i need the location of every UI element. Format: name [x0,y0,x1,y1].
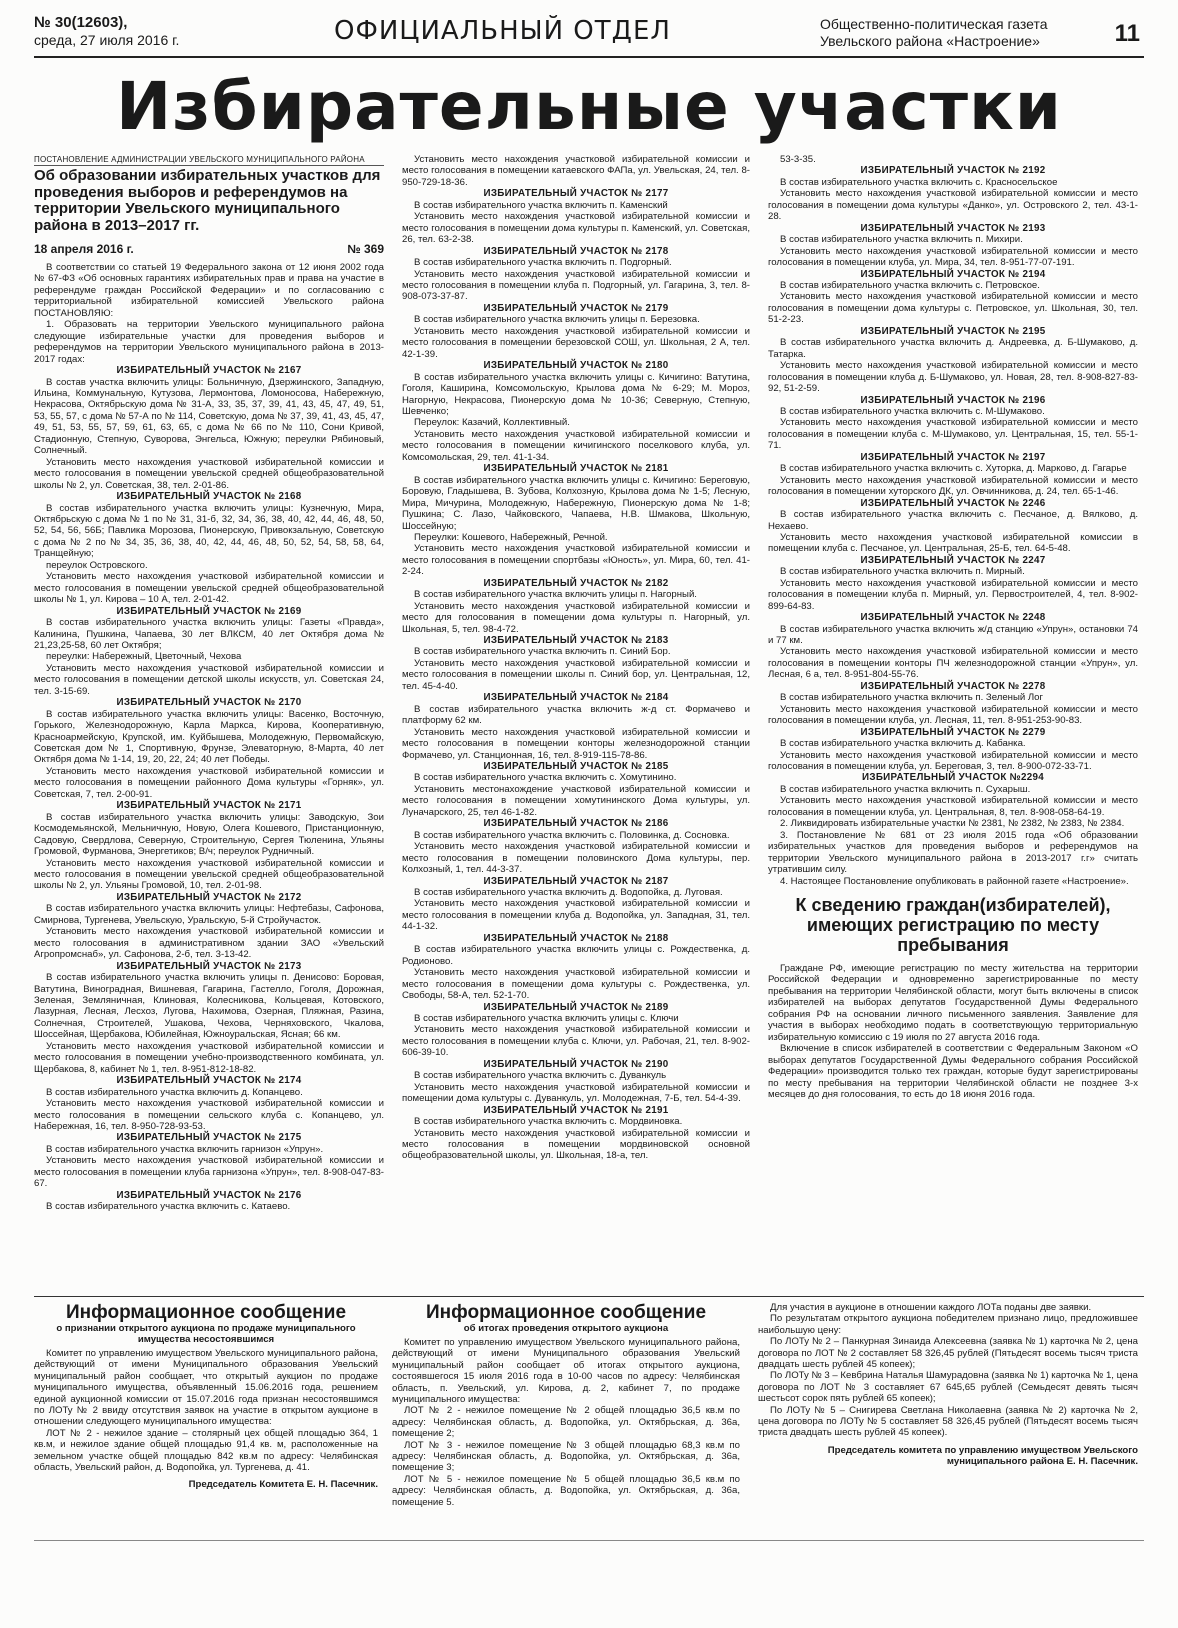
decree-paragraph: Установить место нахождения участковой избирательной комиссии и место голосования в помещении учебно-производственного комбината, ул. Щербакова, 8, кабинет № 1, тел. 8-951-812-18-82. [34,1040,384,1075]
decree-paragraph: Установить место нахождения участковой избирательной комиссии и место голосования в помещении клуба, ул. Лесная, 11, тел. 8-951-253-90-83. [768,703,1138,727]
polling-station-heading: ИЗБИРАТЕЛЬНЫЙ УЧАСТОК № 2170 [116,697,302,709]
decree-paragraph: Установить место нахождения участковой избирательной комиссии и место голосования в помещении дома культуры п. Каменский, ул. Советская, 26, тел. 63-2-38. [402,211,750,246]
polling-station-heading: ИЗБИРАТЕЛЬНЫЙ УЧАСТОК № 2185 [483,761,669,773]
decree-paragraph: Установить место нахождения участковой избирательной комиссии и место голосования в помещении клуба д. Б-Шумаково, ул. Новая, 28, тел. 8-908-827-83-92, 51-2-59. [768,360,1138,395]
polling-station-heading: ИЗБИРАТЕЛЬНЫЙ УЧАСТОК № 2246 [860,497,1046,509]
page-end-rule [34,1540,1144,1541]
decree-paragraph: Переулок: Казачий, Коллективный. [414,417,570,429]
info1-title: Информационное сообщение [65,1302,347,1323]
info2-title: Информационное сообщение [425,1302,707,1323]
decree-paragraph: В состав избирательного участка включить д. Водопойка, д. Луговая. [414,887,723,898]
info2-signature: Председатель комитета по управлению имуществом Увельского муниципального района Е. Н. Пасечник. [827,1444,1138,1468]
decree-paragraph: 53-3-35. [780,154,816,165]
column-3 [768,154,1138,1282]
decree-paragraph: Установить место нахождения участковой избирательной комиссии и место голосования в помещении клуба гарнизона «Упрун», тел. 8-908-047-83-67. [34,1155,384,1190]
decree-paragraph: В состав избирательного участка включить с. Петровское. [780,279,1040,291]
decree-paragraph: В состав избирательного участка включить улицы: Васенко, Восточную, Горького, Железнодорожную, Карла Маркса, Кирова, Кооперативную, Красноармейскую, Крупской, им. Куйбышева, Молодежную, Первомайскую, Советская дом № 1, Спортивную, Фрунзе, Элеваторную, 8-Марта, 40 лет Октября дома № 1-14, 19, 20, 22, 24; 40 лет Победы. [34,708,384,766]
polling-station-heading: ИЗБИРАТЕЛЬНЫЙ УЧАСТОК № 2194 [860,268,1046,280]
info-message-auction-results [392,1302,740,1524]
decree-paragraph: Установить место нахождения участковой избирательной комиссии и место голосования в помещении спортбазы «Юность», ул. Мира, 60, тел. 41-2-24. [402,543,750,578]
decree-paragraph: В состав избирательного участка включить п. Мирный. [780,566,1025,578]
column-2-body [402,154,750,1162]
decree-paragraph: В состав избирательного участка включить улицы п. Березовка. [414,314,700,326]
decree-paragraph: В состав избирательного участка включить п. Зеленый Лог [780,692,1044,704]
decree-paragraph: 4. Настоящее Постановление опубликовать в районной газете «Настроение». [780,875,1129,887]
notice-paragraph: Включение в список избирателей в соответствии с Федеральным Законом «О выборах депутатов Государственной Думы Федерального собрания Российской Федерации» производится только тех граждан, которые будут зарегистрированы по месту пребывания на территории Челябинской области не позднее 3-х месяцев до дня голосования, то есть до 18 июня 2016 года. [768,1043,1138,1100]
polling-station-heading: ИЗБИРАТЕЛЬНЫЙ УЧАСТОК № 2197 [860,451,1046,463]
polling-station-heading: ИЗБИРАТЕЛЬНЫЙ УЧАСТОК № 2177 [483,188,669,200]
decree-paragraph: Установить место нахождения участковой избирательной комиссии и место голосования в помещении катаевского ФАПа, ул. Увельская, 24, тел. 8-950-729-18-36. [402,154,750,188]
decree-paragraph: В состав избирательного участка включить с. Красносельское [780,176,1058,188]
polling-station-heading: ИЗБИРАТЕЛЬНЫЙ УЧАСТОК № 2183 [483,635,669,647]
polling-station-heading: ИЗБИРАТЕЛЬНЫЙ УЧАСТОК № 2196 [860,394,1046,406]
decree-paragraph: В состав избирательного участка включить п. Михири. [780,234,1023,246]
polling-station-heading: ИЗБИРАТЕЛЬНЫЙ УЧАСТОК № 2190 [483,1058,669,1070]
info2-paragraph: Для участия в аукционе в отношении каждого ЛОТа поданы две заявки. [770,1302,1092,1313]
decree-paragraph: Установить место нахождения участковой избирательной комиссии и место голосования в помещении клуба, ул. Центральная, 8, тел. 8-908-058-64-19. [768,795,1138,818]
decree-paragraph: В состав избирательного участка включить улицы с. Кичигино: Ватутина, Гоголя, Каширина, Комсомольскую, Крылова дома № 6-29; М. Мороз, Нагорную, Некрасова, Пионерскую дома № 10-36; Северную, Степную, Шевченко; [402,371,750,417]
polling-station-heading: ИЗБИРАТЕЛЬНЫЙ УЧАСТОК № 2168 [116,491,302,503]
section-title: ОФИЦИАЛЬНЫЙ ОТДЕЛ [334,16,671,46]
polling-station-heading: ИЗБИРАТЕЛЬНЫЙ УЧАСТОК № 2174 [116,1075,302,1087]
decree-paragraph: 1. Образовать на территории Увельского муниципального района следующие избирательные участки для проведения выборов и референдумов на территории Увельского муниципального района в 2013-2017 годах: [34,319,384,365]
decree-paragraph: В состав избирательного участка включить с. Мордвиновка. [414,1116,683,1128]
decree-paragraph: Установить место нахождения участковой избирательной комиссии и место голосования в помещении районного Дома культуры «Горняк», ул. Советская, 7, тел. 2-00-91. [34,765,384,800]
decree-paragraph: Установить место нахождения участковой избирательной комиссии и место голосования в помещении клуба п. Мирный, ул. Первостроителей, 4, тел. 8-902-899-64-83. [768,577,1138,612]
decree-paragraph: Установить место нахождения участковой избирательной комиссии и место для голосования в помещении дома культуры п. Нагорный, ул. Школьная, 5, тел. 98-4-72. [402,600,750,635]
polling-station-heading: ИЗБИРАТЕЛЬНЫЙ УЧАСТОК № 2189 [483,1001,669,1013]
polling-station-heading: ИЗБИРАТЕЛЬНЫЙ УЧАСТОК № 2169 [116,605,302,617]
polling-station-heading: ИЗБИРАТЕЛЬНЫЙ УЧАСТОК № 2184 [483,692,669,704]
polling-station-heading: ИЗБИРАТЕЛЬНЫЙ УЧАСТОК № 2278 [860,680,1046,692]
decree-kicker: ПОСТАНОВЛЕНИЕ АДМИНИСТРАЦИИ УВЕЛЬСКОГО МУНИЦИПАЛЬНОГО РАЙОНА [34,154,384,166]
info2-lot: ЛОТ № 3 - нежилое помещение № 3 общей площадью 68,3 кв.м по адресу: Челябинская область, д. Водопойка, ул. Октябрьская, д. 36а, помещение 3; [392,1439,740,1474]
polling-station-heading: ИЗБИРАТЕЛЬНЫЙ УЧАСТОК № 2279 [860,726,1046,738]
notice-paragraph: Граждане РФ, имеющие регистрацию по месту жительства на территории Российской Федерации и одновременно зарегистрированные по месту пребывания на территории Челябинской области, могут быть включены в список избирателей на выборах депутатов Государственной Думы Федерального собрания РФ на основании личного письменного заявления. Заявление для участия в выборах необходимо подать в соответствующую территориальную избирательную комиссию с 19 июля по 27 августа 2016 года. [768,963,1138,1043]
decree-paragraph: 2. Ликвидировать избирательные участки № 2381, № 2382, № 2383, № 2384. [780,818,1125,830]
decree-paragraph: В состав избирательного участка включить улицы: Кузнечную, Мира, Октябрьскую с дома № 1 по № 31, 31-б, 32, 34, 36, 38, 40, 42, 44, 46, 48, 50, 52, 54, 56, 56Б; Павлика Морозова, Пионерскую, Привокзальную, Советскую с дома № 2 по № 34, 35, 36, 38, 40, 42, 44, 46, 48, 50, 52, 54, 58, 58, 64, Транщейную; [34,502,384,560]
info2-lot: ЛОТ № 2 - нежилое помещение № 2 общей площадью 36,5 кв.м по адресу: Челябинская область, д. Водопойка, ул. Октябрьская, д. 36а, помещение 2; [392,1405,740,1440]
paper-name-line2: Увельского района «Настроение» [820,33,1040,49]
decree-paragraph: В состав избирательного участка включить улицы п. Нагорный. [414,589,697,601]
polling-station-heading: ИЗБИРАТЕЛЬНЫЙ УЧАСТОК №2294 [862,772,1044,784]
polling-station-heading: ИЗБИРАТЕЛЬНЫЙ УЧАСТОК № 2179 [483,302,669,314]
decree-paragraph: В состав избирательного участка включить улицы с. Ключи [414,1012,679,1024]
decree-paragraph: В состав избирательного участка включить д. Кабанка. [780,738,1026,750]
polling-station-heading: ИЗБИРАТЕЛЬНЫЙ УЧАСТОК № 2187 [483,875,669,887]
polling-station-heading: ИЗБИРАТЕЛЬНЫЙ УЧАСТОК № 2193 [860,222,1046,234]
decree-paragraph: В состав избирательного участка включить с. М-Шумаково. [780,405,1045,417]
polling-station-heading: ИЗБИРАТЕЛЬНЫЙ УЧАСТОК № 2195 [860,325,1046,337]
polling-station-heading: ИЗБИРАТЕЛЬНЫЙ УЧАСТОК № 2181 [483,463,669,475]
decree-paragraph: Установить место нахождения участковой избирательной комиссии и место голосования в помещении сельского клуба с. Копанцево, ул. Набережная, 16, тел. 8-950-728-93-53. [34,1098,384,1132]
paper-name-line1: Общественно-политическая газета [820,16,1048,32]
polling-station-heading: ИЗБИРАТЕЛЬНЫЙ УЧАСТОК № 2180 [483,360,669,372]
column-1-body [34,262,384,1213]
polling-station-heading: ИЗБИРАТЕЛЬНЫЙ УЧАСТОК № 2188 [483,932,669,944]
decree-dateline [34,242,384,256]
decree-paragraph: В состав избирательного участка включить с. Катаево. [46,1201,291,1213]
info2-winner: По ЛОТу № 5 – Снигирева Светлана Николаевна (заявка № 2) карточка № 2, цена договора по ЛОТу № 5 составляет 58 326,45 рублей (Пятьдесят восемь тысяч триста двадцать шесть рублей 45 копеек). [758,1404,1138,1439]
info2-paragraph: Комитет по управлению имуществом Увельского муниципального района, действующий от имени Муниципального образования Увельский муниципальный район сообщает об итогах открытого аукциона, состоявшегося 15 июля 2016 года в 10-00 часов по адресу: Челябинская область, п. Увельский, ул. Кирова, д. 2, кабинет 7, по продаже муниципального имущества: [392,1337,740,1406]
polling-station-heading: ИЗБИРАТЕЛЬНЫЙ УЧАСТОК № 2171 [116,800,302,812]
column-2 [402,154,750,1294]
polling-station-heading: ИЗБИРАТЕЛЬНЫЙ УЧАСТОК № 2182 [483,577,669,589]
polling-station-heading: ИЗБИРАТЕЛЬНЫЙ УЧАСТОК № 2178 [483,245,669,257]
decree-paragraph: Установить местонахождение участковой избирательной комиссии и место голосования в помещении хомутининского Дома культуры, ул. Луначарского, 25, тел 46-1-82. [402,783,750,818]
decree-paragraph: В состав участка включить улицы: Больничную, Дзержинского, Западную, Ильина, Коммунальную, Кутузова, Лермонтова, Ломоносова, Набережную, Некрасова, Октябрьскую дома № 31-А, 33, 35, 37, 39, 41, 43, 45, 47, 49, 51, 53, 55, 57, с дома № 57-А по № 114, Советскую, дома № 37, 39, 41, 43, 45, 47, 49, 51, 53, 55, 57, 59, 61, 63, 65, с дома № 66 по № 110, Сони Кривой, Стадионную, Степную, Суворова, Энгельса, Южную; переулки Рябиновый, Солнечный. [34,376,384,457]
column-3-body [768,154,1138,887]
decree-paragraph: В состав избирательного участка включить ж/д станцию «Упрун», остановки 74 и 77 км. [768,623,1138,647]
decree-paragraph: переулки: Набережный, Цветочный, Чехова [46,651,242,663]
issue-date: среда, 27 июля 2016 г. [34,32,180,48]
page-headline: Избирательные участки [115,68,1063,145]
decree-paragraph: Установить место нахождения участковой избирательной комиссии и место голосования в помещении клуба с. Ключи, ул. Рабочая, 21, тел. 8-902-606-39-10. [402,1024,750,1059]
decree-paragraph: Установить место нахождения участковой избирательной комиссии и место голосования в помещении детской школы искусств, ул. Советская 24, тел. 3-15-69. [34,662,384,697]
info-message-auction-results-continued [758,1302,1138,1524]
polling-station-heading: ИЗБИРАТЕЛЬНЫЙ УЧАСТОК № 2248 [860,612,1046,624]
decree-paragraph: Установить место нахождения участковой избирательной комиссии и место голосования в помещении кичигинского поселкового клуба, ул. Комсомольская, 29, тел. 41-1-34. [402,428,750,463]
polling-station-heading: ИЗБИРАТЕЛЬНЫЙ УЧАСТОК № 2173 [116,960,302,972]
decree-paragraph: Установить место нахождения участковой избирательной комиссии и место голосования в помещении клуба д. Водопойка, ул. Западная, 31, тел. 44-1-32. [402,898,750,933]
info2-lot: ЛОТ № 5 - нежилое помещение № 5 общей площадью 36,5 кв.м по адресу: Челябинская область, д. Водопойка, ул. Октябрьская, д. 36а, помещение 5. [392,1473,740,1508]
decree-paragraph: В состав избирательного участка включить с. Хуторка, д. Марково, д. Гагарье [780,463,1127,475]
decree-date: 18 апреля 2016 г. [34,242,134,256]
decree-paragraph: В состав избирательного участка включить с. Половинка, д. Сосновка. [414,829,730,841]
decree-paragraph: В состав избирательного участка включить п. Подгорный. [414,257,672,269]
decree-paragraph: В состав избирательного участка включить улицы: Нефтебазы, Сафонова, Смирнова, Тургенева, Увельскую, Уральскую, 5-й Стройучасток. [34,903,384,926]
decree-paragraph: Установить место нахождения участковой избирательной комиссии и место голосования в помещении мордвиновской основной общеобразовательной школы, ул. Школьная, 18-а, тел. [402,1127,750,1162]
issue-number: № 30(12603), [34,14,128,31]
bottom-section-rule [34,1296,1144,1297]
decree-paragraph: В состав избирательного участка включить улицы п. Денисово: Боровая, Ватутина, Виноградная, Вишневая, Гагарина, Гастелло, Гоголя, Дорожная, Зеленая, Земляничная, Клиновая, Колесникова, Кольцевая, Котовского, Лазурная, Лесная, Лесхоз, Лугова, Нахимова, Озерная, Пляжная, Разина, Солнечная, Строителей, Ушакова, Чехова, Черняховского, Чкалова, Шоссейная, Щербакова, Юбилейная, Южноуральская, Ясная; 66 км. [34,972,384,1041]
page-number: 11 [1114,20,1140,47]
info-message-auction-failed [34,1302,378,1522]
decree-paragraph: В состав избирательного участка включить п. Сухарыш. [780,783,1031,795]
decree-paragraph: В соответствии со статьей 19 Федерального закона от 12 июня 2002 года № 67-ФЗ «Об основных гарантиях избирательных прав и права на участие в референдуме граждан Российской Федерации» и по согласованию с территориальной избирательной комиссией Увельского района ПОСТАНОВЛЯЮ: [34,262,384,319]
info2-paragraph: По результатам открытого аукциона победителем признано лицо, предложившее наибольшую цену: [758,1313,1138,1336]
decree-paragraph: В состав избирательного участка включить гарнизон «Упрун». [46,1143,324,1155]
decree-paragraph: В состав избирательного участка включить п. Каменский [414,199,668,211]
decree-paragraph: Установить место нахождения участковой избирательной комиссии и место голосования в помещении клуба, ул. Мира, 34, тел. 8-951-77-07-191. [768,245,1138,269]
decree-paragraph: В состав избирательного участка включить п. Синий Бор. [414,646,671,658]
polling-station-heading: ИЗБИРАТЕЛЬНЫЙ УЧАСТОК № 2192 [860,165,1046,177]
decree-paragraph: В состав избирательного участка включить улицы: Заводскую, Зои Космодемьянской, Мельничную, Новую, Олега Кошевого, Пристанционную, Садовую, Свердлова, Северную, Строительную, Сергея Тюленина, Ульяны Громовой, Фурманова, Энергетиков; В/ч; переулок Рудничный. [34,811,384,858]
column-1 [34,154,384,1294]
decree-paragraph: Установить место нахождения участковой избирательной комиссии в помещении клуба с. Песчаное, ул. Центральная, 25-Б, тел. 64-5-48. [768,531,1138,555]
decree-paragraph: Установить место нахождения участковой избирательной комиссии и место голосования в помещении увельской средней общеобразовательной школы № 1, ул. Кирова – 10 А, тел. 2-01-42. [34,571,384,606]
info1-paragraph: ЛОТ № 2 - нежилое здание – столярный цех общей площадью 364, 1 кв.м, и нежилое здание общей площадью 91,4 кв. м, расположенные на земельном участке общей площадью 842 кв.м по адресу: Челябинская область, Увельский район, д. Водопойка, ул. Тургенева, д. 41. [34,1427,378,1474]
decree-paragraph: Установить место нахождения участковой избирательной комиссии и место голосования в помещении дома культуры «Данко», ул. Островского 2, тел. 43-1-28. [768,188,1138,223]
polling-station-heading: ИЗБИРАТЕЛЬНЫЙ УЧАСТОК № 2186 [483,818,669,830]
decree-paragraph: В состав избирательного участка включить д. Копанцево. [46,1086,303,1098]
decree-paragraph: Установить место нахождения участковой избирательной комиссии и место голосования в помещении увельской средней общеобразовательной школы № 2, ул. Ульяны Громовой, 10, тел. 2-01-98. [34,857,384,892]
decree-paragraph: Установить место нахождения участковой избирательной комиссии и место голосования в помещении дома культуры с. Рождественка, ул. Свободы, 58-А, тел. 52-1-70. [402,967,750,1002]
decree-paragraph: Установить место нахождения участковой избирательной комиссии и место голосования в помещении березовской СОШ, ул. Школьная, 2 А, тел. 42-1-39. [402,325,750,360]
decree-paragraph: Установить место нахождения участковой избирательной комиссии и место голосования в помещении дома культуры с. Петровское, ул. Школьная, 30, тел. 51-2-23. [768,291,1138,326]
polling-station-heading: ИЗБИРАТЕЛЬНЫЙ УЧАСТОК № 2191 [483,1104,669,1116]
decree-paragraph: В состав избирательного участка включить с. Дуванкуль [414,1070,667,1082]
info2-winner: По ЛОТу № 3 – Кевбрина Наталья Шамурадовна (заявка № 1) карточка № 1, цена договора по ЛОТ № 3 составляет 67 645,65 рублей (Семьдесят девять тысяч шестьсот сорок пять рублей 65 копеек); [758,1370,1138,1405]
info2-subtitle: об итогах проведения открытого аукциона [463,1323,669,1334]
polling-station-heading: ИЗБИРАТЕЛЬНЫЙ УЧАСТОК № 2247 [860,554,1046,566]
decree-paragraph: Установить место нахождения участковой избирательной комиссии и место голосования в помещении конторы железнодорожной станции Формачево, ул. Станционная, 16, тел. 8-919-115-78-86. [402,726,750,761]
decree-title: Об образовании избирательных участков для проведения выборов и референдумов на территории Увельского муниципального района в 2013–2017 гг. [34,167,381,234]
decree-paragraph: В состав избирательного участка включить улицы с. Рождественка, д. Родионово. [402,944,750,967]
masthead-rule [34,56,1144,58]
notice-title: К сведению граждан(избирателей), имеющих регистрацию по месту пребывания [795,895,1111,955]
decree-paragraph: Установить место нахождения участковой избирательной комиссии и место голосования в помещении клуба п. Подгорный, ул. Гагарина, 3, тел. 8-908-073-37-87. [402,268,750,303]
decree-number: № 369 [347,242,384,256]
info1-paragraph: Комитет по управлению имуществом Увельского муниципального района, действующий от имени Муниципального образования Увельский муниципальный район сообщает, что открытый аукцион по продаже муниципального имущества, объявленный 15.06.2016 года, решением единой аукционной комиссии от 15.07.2016 года признан несостоявшимся по ЛОТу № 2 ввиду отсутствия заявок на участие в открытом аукционе в отношении следующего муниципального имущества: [34,1348,378,1428]
decree-paragraph: В состав избирательного участка включить с. Песчаное, д. Вялково, д. Нехаево. [768,509,1138,532]
polling-station-heading: ИЗБИРАТЕЛЬНЫЙ УЧАСТОК № 2167 [116,365,302,377]
decree-paragraph: Установить место нахождения участковой избирательной комиссии и место голосования в помещении конторы ПЧ железнодорожной станции «Упрун», ул. Лесная, 6 а, тел. 8-951-804-55-76. [768,646,1138,681]
masthead [34,14,1144,52]
polling-station-heading: ИЗБИРАТЕЛЬНЫЙ УЧАСТОК № 2175 [116,1132,302,1144]
decree-paragraph: В состав избирательного участка включить улицы с. Кичигино: Береговую, Боровую, Гладышева, В. Зубова, Колхозную, Крылова дома № 1-5; Лесную, Мира, Мичурина, Молодежную, Набережную, Пионерскую дома № 1-8; Пушкина; С. Лазо, Чайковского, Чапаева, Н.В. Шмакова, Школьную, Шоссейную; [402,474,750,532]
polling-station-heading: ИЗБИРАТЕЛЬНЫЙ УЧАСТОК № 2176 [116,1189,302,1201]
decree-paragraph: В состав избирательного участка включить ж-д ст. Формачево и платформу 62 км. [402,703,750,727]
decree-paragraph: Переулки: Кошевого, Набережный, Речной. [414,531,608,543]
decree-paragraph: Установить место нахождения участковой избирательной комиссии и место голосования в помещении клуба с. М-Шумаково, ул. Центральная, 15, тел. 55-1-71. [768,417,1138,452]
decree-paragraph: Установить место нахождения участковой избирательной комиссии и место голосования в помещении хуторского ДК, ул. Овчинникова, д. 24, тел. 65-1-46. [768,474,1138,498]
info2-winner: По ЛОТу № 2 – Панкурная Зинаида Алексеевна (заявка № 1) карточка № 2, цена договора по ЛОТ № 2 составляет 58 326,45 рублей (Пятьдесят восемь тысяч триста двадцать шесть рублей 45 копеек); [758,1336,1138,1371]
decree-paragraph: В состав избирательного участка включить улицы: Газеты «Правда», Калинина, Пушкина, Чапаева, 30 лет ВЛКСМ, 40 лет Октября дома № 21,23,25-58, 60 лет Октября; [34,617,384,651]
decree-paragraph: Установить место нахождения участковой избирательной комиссии и место голосования в помещении половинского Дома культуры, пер. Колхозный, 1, тел. 44-3-37. [402,841,750,876]
decree-paragraph: Установить место нахождения участковой избирательной комиссии и место голосования в административном здании ЗАО «Увельский Агропромснаб», ул. Сафонова, 2-б, тел. 3-13-42. [34,926,384,961]
decree-paragraph: В состав избирательного участка включить д. Андреевка, д. Б-Шумаково, д. Татарка. [768,337,1138,360]
decree-paragraph: переулок Островского. [46,559,148,571]
decree-paragraph: 3. Постановление № 681 от 23 июля 2015 года «Об образовании избирательных участков для проведения выборов и референдумов на территории Увельского муниципального района в 2013-2017 г.г» считать утратившим силу. [768,829,1138,876]
info1-signature: Председатель Комитета Е. Н. Пасечник. [188,1479,378,1491]
decree-paragraph: Установить место нахождения участковой избирательной комиссии и место голосования в помещении школы п. Синий бор, ул. Центральная, 12, тел. 45-4-40. [402,657,750,692]
decree-paragraph: В состав избирательного участка включить с. Хомутинино. [414,772,677,784]
paper-name [820,16,1090,50]
polling-station-heading: ИЗБИРАТЕЛЬНЫЙ УЧАСТОК № 2172 [116,891,302,903]
info1-subtitle: о признании открытого аукциона по продаже муниципального имущества несостоявшимся [56,1323,356,1345]
decree-paragraph: Установить место нахождения участковой избирательной комиссии и место голосования в помещении клуба, ул. Береговая, 3, тел. 8-900-072-33-71. [768,749,1138,773]
decree-paragraph: Установить место нахождения участковой избирательной комиссии и помещении дома культуры с. Дуванкуль, ул. Молодежная, 7-Б, тел. 54-4-39. [402,1081,750,1105]
decree-paragraph: Установить место нахождения участковой избирательной комиссии и место голосования в помещении увельской средней общеобразовательной школы № 2, ул. Советская, 38, тел. 2-01-86. [34,456,384,491]
